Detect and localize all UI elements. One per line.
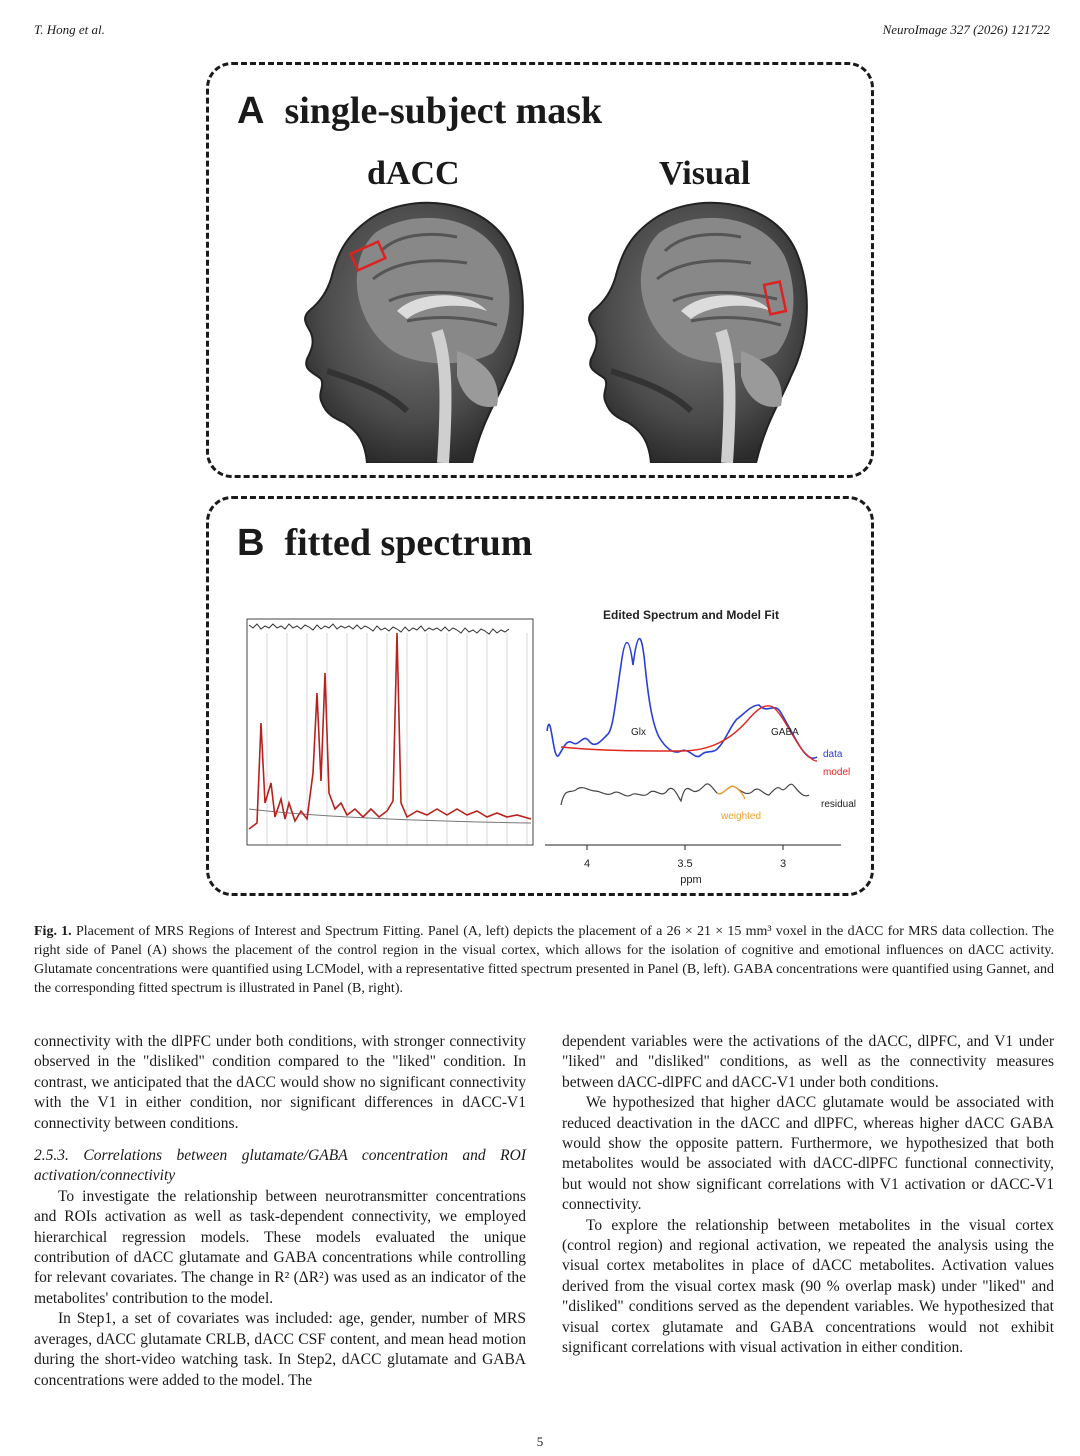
panel-b-title [237, 521, 532, 565]
figure-panel-a [206, 62, 874, 478]
visual-label: Visual [659, 155, 751, 192]
right-paragraph-1: dependent variables were the activations of the dACC, dlPFC, and V1 under "liked" and "disliked" conditions, as well as the connectivity measures between dACC-dlPFC and dACC-V1 under both conditions. [562, 1033, 1054, 1091]
gannet-legend-data: data [823, 749, 843, 760]
gannet-legend-model: model [823, 767, 851, 778]
left-paragraph-2: To investigate the relationship between neurotransmitter concentrations and ROIs activation as well as task-dependent connectivity, we employed hierarchical regression models. These models evaluated the unique contribution of dACC glutamate and GABA concentrations while controlling for relevant covariates. The change in R² (ΔR²) was used as an indicator of the metabolites' contribution to the model. [34, 1187, 526, 1307]
panel-a-letter: A [237, 90, 265, 132]
panel-a-title [237, 89, 602, 133]
figure-panel-b [206, 496, 874, 896]
lcmodel-spectrum-plot [237, 603, 539, 875]
page-number: 5 [536, 1434, 544, 1449]
gannet-x-tick-3-5: 3.5 [677, 858, 693, 870]
running-header-authors: T. Hong et al. [34, 22, 105, 37]
gannet-weighted-segment [717, 786, 745, 799]
section-heading-2-5-3: 2.5.3. Correlations between glutamate/GABA concentration and ROI activation/connectivity [34, 1147, 526, 1185]
left-paragraph-1: connectivity with the dlPFC under both conditions, with stronger connectivity observed in the "disliked" condition compared to the "liked" condition. In contrast, we anticipated that the dACC would show no significant connectivity with the V1 in either condition, nor significant differences in dACC-V1 connectivity between conditions. [34, 1033, 526, 1132]
gannet-x-axis-label: ppm [680, 874, 702, 886]
dacc-label: dACC [367, 155, 460, 192]
figure-caption [34, 922, 1054, 998]
gannet-data-trace [547, 639, 817, 759]
gannet-glx-label: Glx [631, 727, 646, 738]
gannet-spectrum-plot [541, 605, 861, 895]
gannet-title: Edited Spectrum and Model Fit [602, 608, 780, 622]
figure-caption-text: Placement of MRS Regions of Interest and Spectrum Fitting. Panel (A, left) depicts the placement of a 26 × 21 × 15 mm³ voxel in the dACC for MRS data collection. The right side of Panel (A) shows the placement of the control region in the visual cortex, which allows for the isolation of cognitive and emotional influences on dACC activity. Glutamate concentrations were quantified using LCModel, with a representative fitted spectrum presented in Panel (B, left). GABA concentrations were quantified using Gannet, and the corresponding fitted spectrum is illustrated in Panel (B, right). [34, 924, 1054, 996]
body-column-right [562, 1032, 1054, 1359]
right-paragraph-3: To explore the relationship between metabolites in the visual cortex (control region) and regional activation, we repeated the analysis using the visual cortex metabolites in place of dACC metabolites. Activation values derived from the visual cortex mask (90 % overlap mask) under "liked" and "disliked" conditions served as the dependent variables. We hypothesized that visual cortex glutamate and GABA concentrations would not exhibit significant correlations with visual activation in either condition. [562, 1216, 1054, 1357]
panel-b-title-text: fitted spectrum [284, 522, 533, 564]
mri-dacc-image [297, 191, 527, 463]
mri-visual-image [581, 191, 811, 463]
left-paragraph-3: In Step1, a set of covariates was included: age, gender, number of MRS averages, dACC glutamate CRLB, dACC CSF content, and mean head motion during the short-video watching task. In Step2, dACC glutamate and GABA concentrations were added to the model. The [34, 1310, 526, 1389]
figure-caption-label: Fig. 1. [34, 924, 72, 939]
gannet-x-tick-3: 3 [779, 858, 787, 870]
right-paragraph-2: We hypothesized that higher dACC glutamate would be associated with reduced deactivation in the dACC and dlPFC, whereas higher dACC GABA would show the opposite pattern. Furthermore, we hypothesized that both metabolites would be associated with dACC-dlPFC functional connectivity, but would not show significant correlations with V1 activation or dACC-V1 connectivity. [562, 1094, 1054, 1214]
gannet-legend-weighted: weighted [721, 811, 762, 822]
gannet-gaba-label: GABA [771, 727, 799, 738]
panel-a-title-text: single-subject mask [284, 90, 603, 132]
gannet-x-tick-4: 4 [583, 858, 591, 870]
gannet-residual-trace [561, 784, 809, 805]
gannet-legend-residual: residual [821, 799, 857, 810]
panel-b-letter: B [237, 522, 265, 564]
body-column-left [34, 1032, 526, 1391]
running-header-journal: NeuroImage 327 (2026) 121722 [882, 22, 1050, 37]
